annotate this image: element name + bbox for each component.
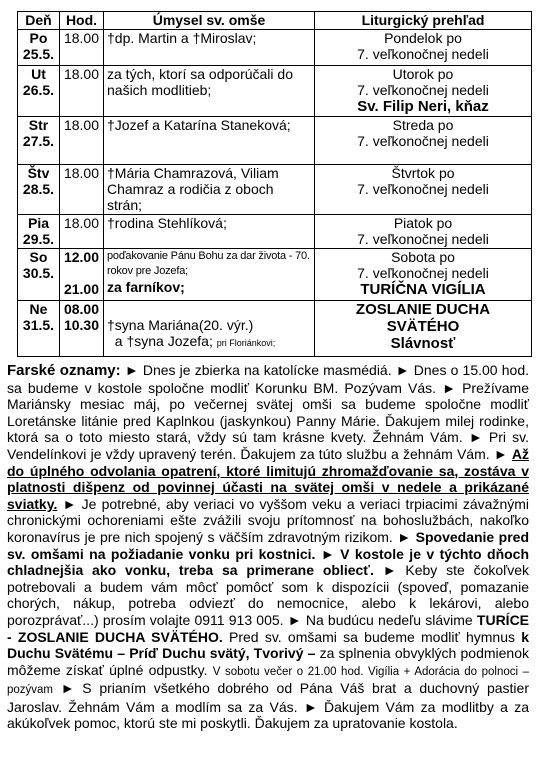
liturgy-line: 7. veľkonočnej nedeli [357, 46, 489, 62]
announcement-text: Keby ste čokoľvek potrebovali a budem vám môcť pomôcť som k dispozícii (spoveď, pomazanie chorých, nákup, potreba odviezť do nemocnice, alebo k lekárovi, alebo porozprávať...) prosím volajte 0911 913 005. [7, 562, 530, 628]
liturgy-line: Utorok po [392, 66, 454, 82]
hour-value: 10.30 [63, 317, 100, 333]
announcement-hymn: k Duchu Svätému – Príď Duchu svätý, Tvorivý – [7, 628, 530, 662]
liturgy-cell [315, 165, 532, 215]
hour-value: 21.00 [63, 281, 100, 297]
day-date: 25.5. [22, 46, 55, 62]
announcement-dress: V kostole je v týchto dňoch chladnejšia ako vonku, treba sa primerane obliecť. [7, 545, 530, 579]
hour-cell: 18.00 [60, 215, 104, 249]
header-intention: Úmysel sv. omše [104, 12, 315, 30]
table-row [18, 215, 532, 249]
liturgy-line: 7. veľkonočnej nedeli [357, 82, 489, 98]
intention-cell: †Jozef a Katarína Staneková; [104, 117, 315, 165]
liturgy-cell [315, 66, 532, 117]
liturgy-cell [315, 30, 532, 66]
liturgy-line: 7. veľkonočnej nedeli [357, 181, 489, 197]
header-day: Deň [18, 12, 60, 30]
feast-name: Sv. Filip Neri, kňaz [357, 98, 489, 115]
feast-rank: Slávnosť [390, 335, 456, 352]
parish-announcements [7, 362, 529, 732]
day-name: Ne [29, 301, 48, 317]
arrow-icon: ► [62, 495, 77, 512]
table-row [18, 30, 532, 66]
liturgy-line: 7. veľkonočnej nedeli [357, 265, 489, 281]
hour-cell [60, 301, 104, 357]
announcement-text: Pri sv. Vendelínkovi je vždy upravený terén. Ďakujem za túto službu a žehnám Vám. [7, 429, 530, 462]
hour-value: 08.00 [63, 301, 100, 317]
announcements-label: Farské oznamy: [7, 362, 121, 379]
intention-note: pri Floriánkovi; [216, 338, 276, 348]
feast-name: ZOSLANIE DUCHA [355, 301, 491, 318]
day-name: Štv [27, 165, 50, 181]
arrow-icon: ► [287, 611, 302, 628]
intention-cell: †Mária Chamrazová, Viliam Chamraz a rodičia z oboch strán; [104, 165, 315, 215]
arrow-icon: ► [493, 445, 508, 462]
arrow-icon: ► [395, 362, 410, 378]
liturgy-line: Streda po [392, 117, 454, 133]
liturgy-cell [315, 301, 532, 357]
day-name: Ut [31, 66, 46, 82]
hour-cell: 18.00 [60, 165, 104, 215]
liturgy-cell [315, 117, 532, 165]
header-hour: Hod. [60, 12, 104, 30]
table-row [18, 165, 532, 215]
announcement-text: Dnes o 15.00 hod. sa budeme v kostole spoločne modliť Korunku BM. Pozývam Vás. [7, 362, 529, 396]
day-cell [18, 117, 60, 165]
arrow-icon: ► [468, 429, 483, 446]
liturgy-cell [315, 215, 532, 249]
day-date: 26.5. [22, 82, 55, 98]
feast-name: SVÄTÉHO [386, 318, 460, 335]
day-cell [18, 30, 60, 66]
hour-cell: 18.00 [60, 30, 104, 66]
announcement-text: Pred sv. omšami sa budeme modliť hymnus [229, 628, 515, 645]
announcement-text: Dnes je zbierka na katolícke masmédiá. [142, 362, 392, 378]
day-name: So [29, 249, 48, 265]
intention-cell: za tých, ktorí sa odporúčali do našich modlitieb; [104, 66, 315, 117]
announcement-text: Na budúcu nedeľu slávime [305, 611, 473, 628]
arrow-icon: ► [303, 698, 318, 715]
arrow-icon: ► [60, 680, 75, 697]
liturgy-line: Pondelok po [384, 30, 462, 46]
liturgy-cell [315, 249, 532, 301]
day-date: 30.5. [22, 265, 55, 281]
day-date: 28.5. [22, 181, 55, 197]
day-name: Po [29, 30, 48, 46]
arrow-icon: ► [320, 545, 335, 562]
announcement-dispensation: Až do úplného odvolania opatrení, ktoré limitujú zhromažďovanie sa, zostáva v platnosti dišpenz od povinnej účasti na svätej omši v nedele a prikázané sviatky. [7, 445, 529, 512]
table-row [18, 301, 532, 357]
announcement-text: Je potrebné, aby veriaci vo vyššom veku a veriaci trpiacimi závažnými chronickými ochoreniami ešte zvážili svoju prítomnosť na bohoslužbách, nakoľko koronavírus je pre nich spojený s väčším zdravotným rizikom. [7, 495, 530, 545]
day-cell [18, 165, 60, 215]
announcement-text: S prianím všetkého dobrého od Pána Váš brat a duchovný pastier Jaroslav. Žehnám Vám a modlím sa za Vás. [7, 680, 529, 715]
mass-schedule-table [17, 11, 532, 357]
arrow-icon: ► [124, 362, 139, 378]
table-row [18, 66, 532, 117]
intention-text: poďakovanie Pánu Bohu za dar života - 70. rokov pre Jozefa; [107, 250, 310, 277]
arrow-icon: ► [382, 562, 397, 579]
day-cell [18, 301, 60, 357]
intention-cell: †dp. Martin a †Miroslav; [104, 30, 315, 66]
day-date: 31.5. [22, 317, 55, 333]
liturgy-line: 7. veľkonočnej nedeli [357, 231, 489, 247]
announcement-vigil: V sobotu večer o 21.00 hod. Vigília + Adorácia do polnoci – pozývam [7, 665, 530, 697]
day-cell [18, 249, 60, 301]
intention-cell [104, 249, 315, 301]
day-name: Str [28, 117, 49, 133]
feast-name: TURÍČNA VIGÍLIA [360, 281, 486, 298]
hour-cell: 18.00 [60, 66, 104, 117]
arrow-icon: ► [397, 528, 412, 545]
announcement-text: za splnenia obvyklých podmienok môžeme získať úplné odpustky. [7, 645, 530, 678]
liturgy-line: 7. veľkonočnej nedeli [357, 133, 489, 149]
announcement-text: Prežívame Mariánsky mesiac máj, po večernej svätej omši sa budeme spoločne modliť Loretánske litánie pred Kaplnkou (jaskynkou) Panny Márie. Ďakujem milej rodinke, ktorá sa o toto miesto stará, vždy sú tam krásne kvety. Žehnám Vám. [7, 379, 530, 446]
liturgy-line: Piatok po [393, 215, 453, 231]
day-name: Pia [27, 215, 49, 231]
intention-text: za farníkov; [107, 279, 185, 295]
hour-value: 12.00 [63, 249, 100, 265]
day-cell [18, 66, 60, 117]
hour-cell: 18.00 [60, 117, 104, 165]
table-header-row [18, 12, 532, 30]
intention-text: a †syna Jozefa; [114, 333, 213, 349]
announcement-pentecost: TURÍCE - ZOSLANIE DUCHA SVÄTÉHO. [7, 611, 530, 645]
liturgy-line: Štvrtok po [391, 165, 455, 181]
intention-cell: †rodina Stehlíková; [104, 215, 315, 249]
day-date: 27.5. [22, 133, 55, 149]
announcement-text: Ďakujem Vám za modlitby a za akúkoľvek pomoc, ktorú ste mi poskytli. Ďakujem za upratovanie kostola. [7, 698, 530, 732]
day-date: 29.5. [22, 231, 55, 247]
intention-cell [104, 301, 315, 357]
table-row [18, 117, 532, 165]
day-cell [18, 215, 60, 249]
liturgy-line: Sobota po [391, 249, 455, 265]
arrow-icon: ► [442, 379, 456, 396]
intention-text: †syna Mariána(20. výr.) [107, 317, 254, 333]
hour-cell [60, 249, 104, 301]
announcement-confession: Spovedanie pred sv. omšami na požiadanie vonku pri kostnici. [7, 528, 530, 562]
table-row [18, 249, 532, 301]
header-liturgy: Liturgický prehľad [315, 12, 532, 30]
